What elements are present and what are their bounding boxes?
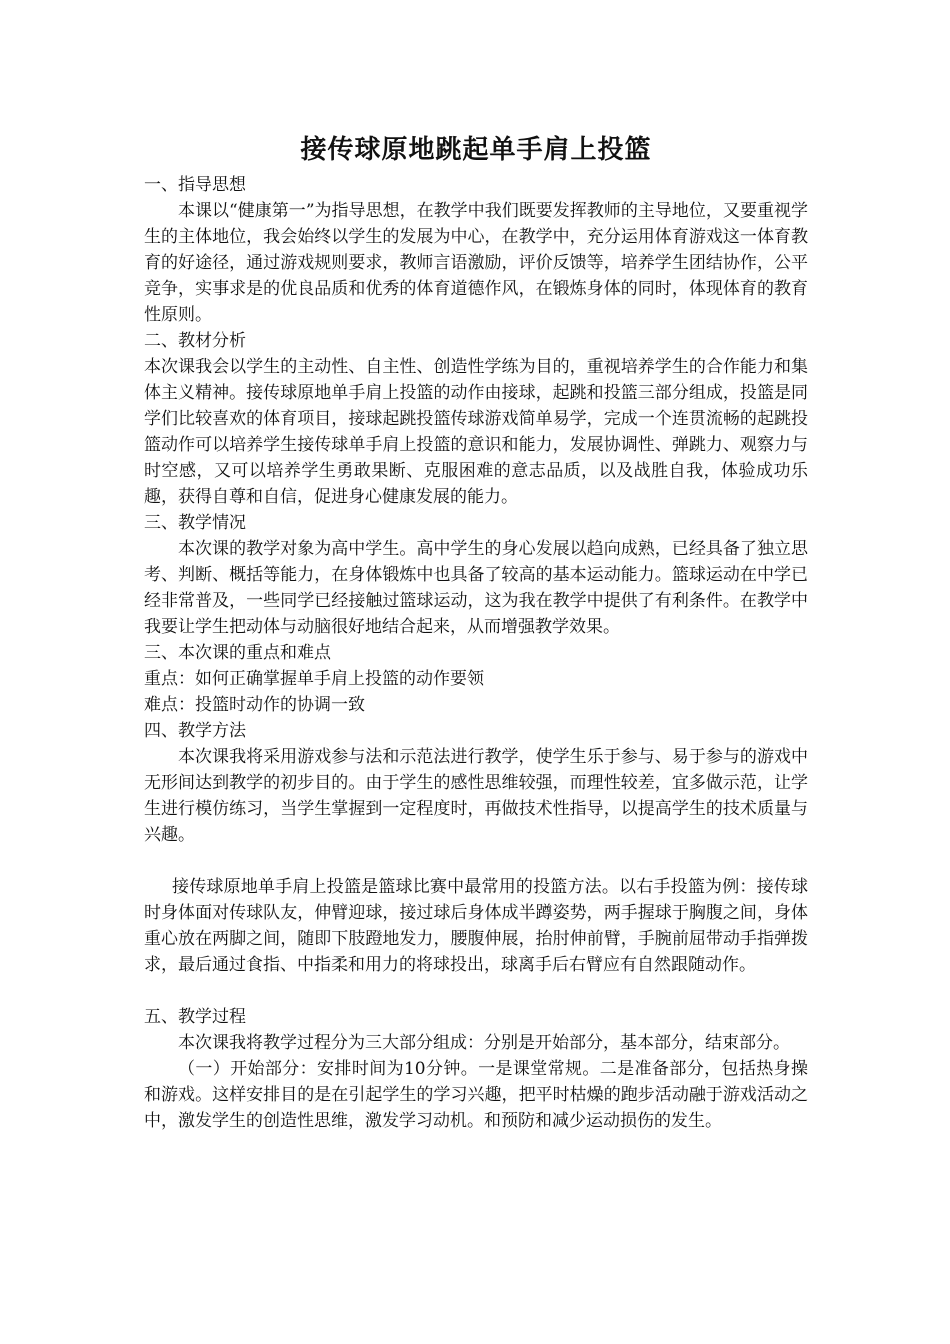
section-paragraph-teaching-process: 本次课我将教学过程分为三大部分组成：分别是开始部分，基本部分，结束部分。 [178, 1033, 790, 1053]
key-point-line: 重点：如何正确掌握单手肩上投篮的动作要领 [144, 669, 484, 689]
section-paragraph-guiding-thought: 本课以“健康第一”为指导思想，在教学中我们既要发挥教师的主导地位，又要重视学生的主体地位，我会始终以学生的发展为中心，在教学中，充分运用体育游戏这一体育教育的好途径，通过游戏规则要求，教师言语激励，评价反馈等，培养学生团结协作，公平竞争，实事求是的优良品质和优秀的体育道德作风，在锻炼身体的同时，体现体育的教育性原则。 [144, 201, 808, 325]
difficulty-line: 难点：投篮时动作的协调一致 [144, 695, 365, 715]
document-title: 接传球原地跳起单手肩上投篮 [300, 135, 652, 165]
section-paragraph-teaching-method: 本次课我将采用游戏参与法和示范法进行教学，使学生乐于参与、易于参与的游戏中无形间达到教学的初步目的。由于学生的感性思维较强，而理性较差，宜多做示范，让学生进行模仿练习，当学生掌握到一定程度时，再做技术性指导，以提高学生的技术质量与兴趣。 [144, 747, 808, 845]
section-heading-teaching-process: 五、教学过程 [144, 1007, 246, 1027]
section-heading-teaching-method: 四、教学方法 [144, 721, 246, 741]
blank-line [144, 978, 808, 1004]
section-paragraph-technique: 接传球原地单手肩上投篮是篮球比赛中最常用的投篮方法。以右手投篮为例：接传球时身体面对传球队友，伸臂迎球，接过球后身体成半蹲姿势，两手握球于胸腹之间，身体重心放在两脚之间，随即下肢蹬地发力，腰腹伸展，抬肘伸前臂，手腕前屈带动手指弹拨求，最后通过食指、中指柔和用力的将球投出，球离手后右臂应有自然跟随动作。 [144, 877, 808, 975]
section-paragraph-opening-part: （一）开始部分：安排时间为10分钟。一是课堂常规。二是准备部分，包括热身操和游戏。这样安排目的是在引起学生的学习兴趣，把平时枯燥的跑步活动融于游戏活动之中，激发学生的创造性思维，激发学习动机。和预防和减少运动损伤的发生。 [144, 1059, 808, 1131]
section-paragraph-material-analysis: 本次课我会以学生的主动性、自主性、创造性学练为目的，重视培养学生的合作能力和集体主义精神。接传球原地单手肩上投篮的动作由接球，起跳和投篮三部分组成，投篮是同学们比较喜欢的体育项目，接球起跳投篮传球游戏简单易学，完成一个连贯流畅的起跳投篮动作可以培养学生接传球单手肩上投篮的意识和能力，发展协调性、弹跳力、观察力与时空感，又可以培养学生勇敢果断、克服困难的意志品质，以及战胜自我，体验成功乐趣，获得自尊和自信，促进身心健康发展的能力。 [144, 357, 808, 507]
section-heading-key-points: 三、本次课的重点和难点 [144, 643, 331, 663]
section-paragraph-teaching-situation: 本次课的教学对象为高中学生。高中学生的身心发展以趋向成熟，已经具备了独立思考、判断、概括等能力，在身体锻炼中也具备了较高的基本运动能力。篮球运动在中学已经非常普及，一些同学已经接触过篮球运动，这为我在教学中提供了有利条件。在教学中我要让学生把动体与动脑很好地结合起来，从而增强教学效果。 [144, 539, 808, 637]
blank-line [144, 848, 808, 874]
section-heading-guiding-thought: 一、指导思想 [144, 175, 246, 195]
section-heading-teaching-situation: 三、教学情况 [144, 513, 246, 533]
section-heading-material-analysis: 二、教材分析 [144, 331, 246, 351]
document-page [144, 128, 808, 1134]
